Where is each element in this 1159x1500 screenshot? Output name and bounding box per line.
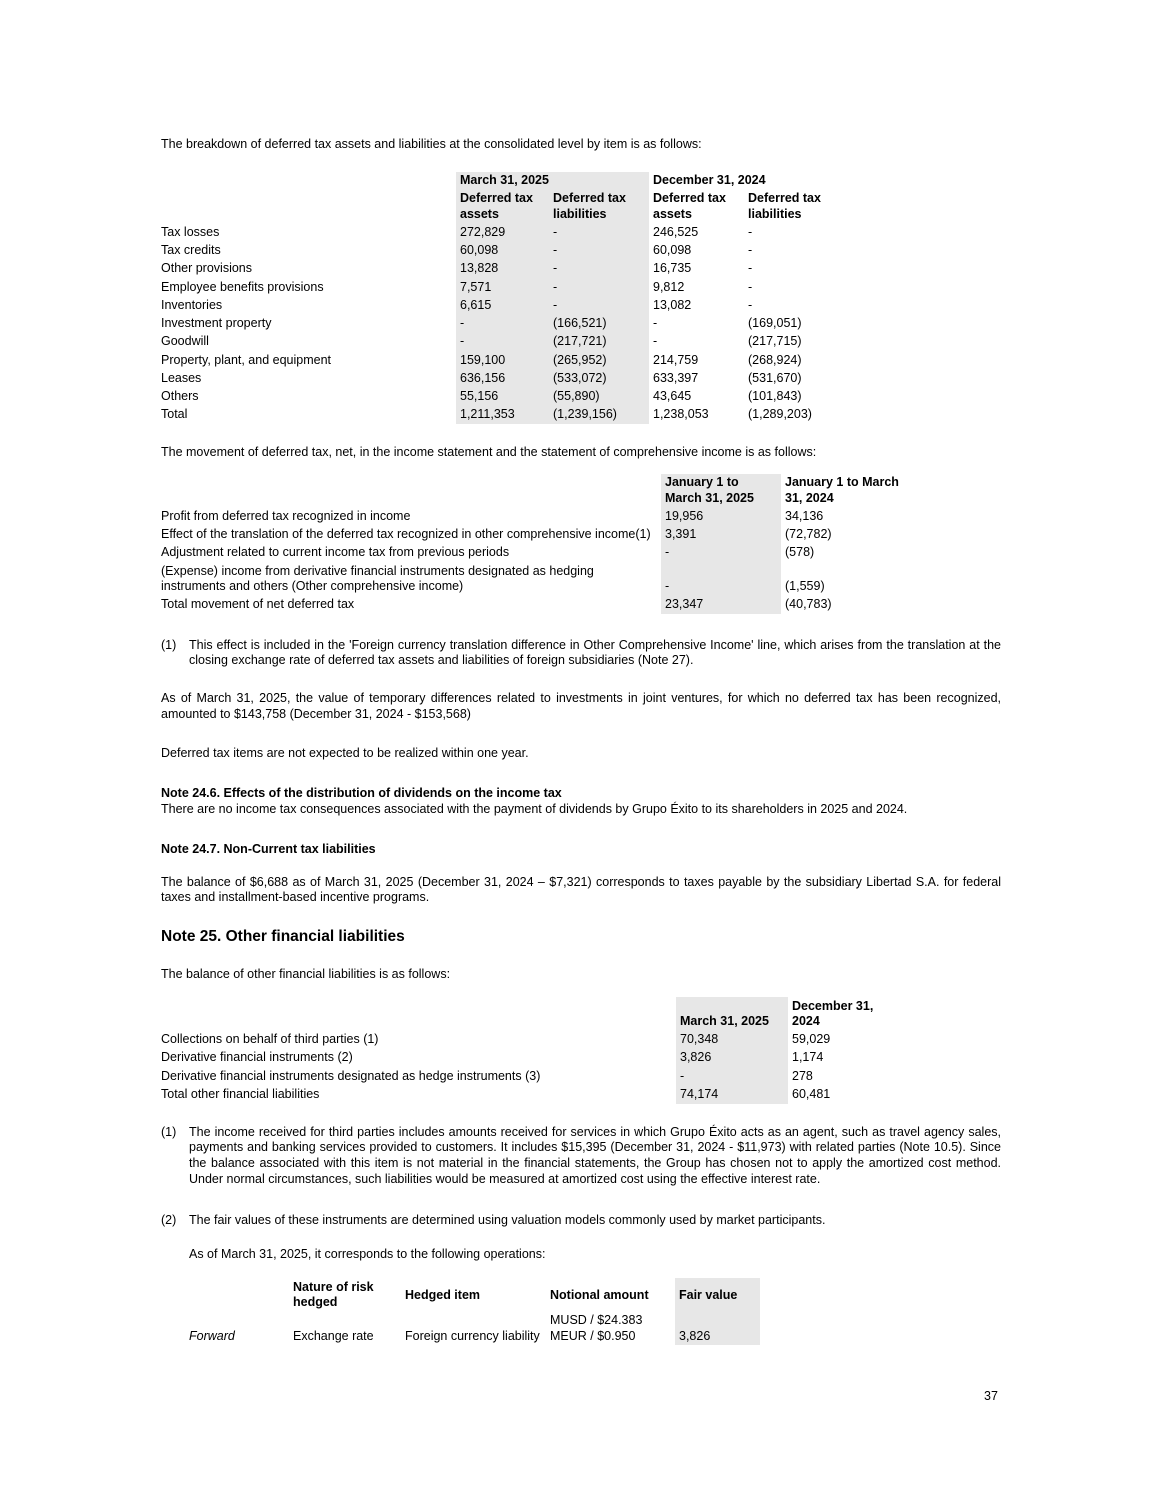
value-cell: (533,072) [549,369,649,387]
column-group-row [161,172,834,190]
column-header-row [189,1278,760,1312]
row-label: Inventories [161,297,223,312]
table-row [161,526,903,544]
value-cell: - [549,223,649,241]
table-row [161,1067,908,1085]
value-cell: - [748,243,753,258]
column-header-2025: January 1 to March 31, 2025 [661,474,781,508]
value-cell: 19,956 [661,507,781,525]
value-cell: - [748,279,753,294]
value-cell: 7,571 [456,278,549,296]
row-label: Total other financial liabilities [161,1086,320,1101]
table-row [161,351,834,369]
value-cell: (1,559) [785,578,825,593]
value-cell: (101,843) [748,389,802,404]
operations-paragraph: As of March 31, 2025, it corresponds to the following operations: [189,1246,546,1261]
value-cell: 159,100 [456,351,549,369]
column-header-2024: December 31, 2024 [792,998,874,1028]
note-25-heading: Note 25. Other financial liabilities [161,928,405,945]
value-cell: - [748,224,753,239]
value-cell: (166,521) [549,315,649,333]
value-cell: (1,289,203) [748,407,812,422]
column-header-assets-2025: Deferred tax assets [456,190,549,224]
note-24-6-paragraph: There are no income tax consequences associated with the payment of dividends by Grupo Éxito to its shareholders in 2025 and 2024. [161,801,908,816]
value-cell: (217,721) [549,333,649,351]
footnote-marker: (2) [161,1213,177,1228]
note-24-7-paragraph: The balance of $6,688 as of March 31, 2025 (December 31, 2024 – $7,321) corresponds to taxes payable by the subsidiary Libertad S.A. for federal taxes and installment-based incentive programs. [161,874,1001,905]
notional-amount-line2: MEUR / $0.950 [550,1328,636,1343]
value-cell: 34,136 [785,508,824,523]
joint-ventures-paragraph: As of March 31, 2025, the value of temporary differences related to investments in joint ventures, for which no deferred tax has been recognized, amounted to $143,758 (December 31, 2024 - $153,568) [161,691,1001,721]
value-cell: - [456,333,549,351]
footnote-third-parties [161,1125,1001,1188]
value-cell: 1,211,353 [456,406,549,424]
notional-amount-line1: MUSD / $24.383 [550,1313,643,1328]
row-label: Tax credits [161,243,221,258]
value-cell: 1,238,053 [653,407,709,422]
value-cell: 60,481 [792,1086,831,1101]
row-label: Profit from deferred tax recognized in income [161,508,411,523]
value-cell: - [549,242,649,260]
column-header-notional-amount: Notional amount [550,1287,649,1302]
spacer-cell [661,1312,675,1346]
table-row [161,333,834,351]
row-label: Leases [161,370,202,385]
table-row [161,223,834,241]
value-cell: 278 [792,1068,813,1083]
table-row [161,260,834,278]
column-group-2025: March 31, 2025 [456,172,649,190]
column-header-assets-2024: Deferred tax assets [653,191,726,221]
movement-paragraph: The movement of deferred tax, net, in the income statement and the statement of comprehensive income is as follows: [161,445,817,460]
value-cell: 214,759 [653,352,699,367]
empty-cell [161,997,676,1031]
table-row [161,507,903,525]
value-cell: - [676,1067,788,1085]
value-cell: 74,174 [676,1085,788,1103]
value-cell: (169,051) [748,316,802,331]
empty-cell [189,1278,289,1312]
column-header-liabilities-2024: Deferred tax liabilities [748,191,821,221]
deferred-tax-movement-table [161,474,903,614]
table-row [161,1031,908,1049]
value-cell: (55,890) [549,388,649,406]
table-row [161,278,834,296]
row-label: Derivative financial instruments designated as hedge instruments (3) [161,1068,541,1083]
note-24-6-heading: Note 24.6. Effects of the distribution of dividends on the income tax [161,785,562,800]
empty-cell [161,190,456,224]
row-label: Effect of the translation of the deferred tax recognized in other comprehensive income(1) [161,527,651,541]
row-label: Derivative financial instruments (2) [161,1050,353,1065]
note-25-paragraph: The balance of other financial liabilities is as follows: [161,966,451,981]
value-cell: - [456,315,549,333]
value-cell: - [748,297,753,312]
value-cell: 70,348 [676,1031,788,1049]
value-cell: - [653,316,658,331]
value-cell: - [661,562,781,596]
column-header-row [161,190,834,224]
value-cell: 636,156 [456,369,549,387]
value-cell: 16,735 [653,261,692,276]
other-financial-liabilities-table [161,997,908,1104]
column-header-row [161,474,903,508]
footnote-text: This effect is included in the 'Foreign currency translation difference in Other Comprehensive Income' line, which arises from the translation at the closing exchange rate of deferred tax assets and liabilities of foreign subsidiaries (Note 27). [189,637,1001,668]
value-cell: (217,715) [748,334,802,349]
intro-paragraph: The breakdown of deferred tax assets and liabilities at the consolidated level by item is as follows: [161,137,702,151]
value-cell: 9,812 [653,279,685,294]
footnote-fair-values [161,1213,1001,1229]
value-cell: 60,098 [653,243,692,258]
row-label: Tax losses [161,224,220,239]
footnote-text: The fair values of these instruments are determined using valuation models commonly used by market participants. [189,1213,826,1228]
row-label: Goodwill [161,334,209,349]
total-row [161,406,834,424]
value-cell: 43,645 [653,389,692,404]
value-cell: 633,397 [653,370,699,385]
table-row [161,242,834,260]
row-label: Total movement of net deferred tax [161,597,355,611]
total-row [161,596,903,614]
value-cell: 3,826 [676,1049,788,1067]
value-cell: (265,952) [549,351,649,369]
table-row [189,1312,760,1346]
value-cell: 272,829 [456,223,549,241]
row-label: Forward [189,1328,235,1343]
value-cell: 59,029 [792,1032,831,1047]
value-cell: (268,924) [748,352,802,367]
spacer-cell [661,1278,675,1312]
value-cell: - [549,296,649,314]
value-cell: 60,098 [456,242,549,260]
table-row [161,296,834,314]
value-cell: 23,347 [661,596,781,614]
empty-cell [161,172,456,190]
table-row [161,388,834,406]
row-label: Property, plant, and equipment [161,352,332,367]
nature-of-risk-cell: Exchange rate [293,1328,374,1343]
value-cell: 6,615 [456,296,549,314]
column-header-row [161,997,908,1031]
footnote-marker: (1) [161,1124,177,1139]
value-cell: (72,782) [785,527,832,541]
realization-paragraph: Deferred tax items are not expected to be realized within one year. [161,746,529,761]
notional-amount-cell [546,1312,661,1346]
value-cell: 1,174 [792,1050,824,1065]
row-label: Employee benefits provisions [161,279,324,294]
value-cell: - [748,261,753,276]
value-cell: - [549,260,649,278]
row-label: Others [161,389,199,404]
hedging-operations-table [189,1278,760,1345]
table-row [161,1049,908,1067]
total-row [161,1085,908,1103]
value-cell: (578) [785,545,815,560]
footnote-translation [161,638,1001,669]
value-cell: - [653,334,658,349]
value-cell: 246,525 [653,224,699,239]
fair-value-cell: 3,826 [675,1312,760,1346]
row-label: Collections on behalf of third parties (1) [161,1032,379,1047]
column-header-2024: January 1 to March 31, 2024 [785,475,899,505]
table-row [161,562,903,596]
row-label: Investment property [161,316,272,331]
row-label: Adjustment related to current income tax from previous periods [161,545,510,560]
column-header-2025: March 31, 2025 [676,997,788,1031]
value-cell: 3,391 [661,526,781,544]
empty-cell [161,474,661,508]
table-row [161,544,903,562]
column-header-nature-of-risk: Nature of risk hedged [293,1279,374,1310]
column-header-fair-value: Fair value [675,1278,760,1312]
value-cell: 55,156 [456,388,549,406]
value-cell: (1,239,156) [549,406,649,424]
row-label: Total [161,407,188,422]
note-24-7-heading: Note 24.7. Non-Current tax liabilities [161,842,376,857]
value-cell: (40,783) [785,597,832,611]
deferred-tax-breakdown-table [161,172,834,425]
table-row [161,369,834,387]
page-number: 37 [984,1389,998,1403]
footnote-text: The income received for third parties includes amounts received for services in which Grupo Éxito acts as an agent, such as travel agency sales, payments and banking services provided to customers. It includes $15,395 (December 31, 2024 - $11,973) with related parties (Note 10.5). Since the balance associated with this item is not material in the financial statements, the Group has chosen not to apply the amortized cost method. Under normal circumstances, such liabilities would be measured at amortized cost using the effective interest rate. [189,1124,1001,1186]
hedged-item-cell: Foreign currency liability [405,1328,540,1343]
value-cell: - [661,544,781,562]
value-cell: (531,670) [748,370,802,385]
column-group-2024: December 31, 2024 [653,173,766,188]
column-header-hedged-item: Hedged item [405,1287,481,1302]
value-cell: 13,082 [653,297,692,312]
table-row [161,315,834,333]
value-cell: - [549,278,649,296]
value-cell: 13,828 [456,260,549,278]
column-header-liabilities-2025: Deferred tax liabilities [549,190,649,224]
row-label: Other provisions [161,261,253,276]
footnote-marker: (1) [161,637,177,652]
row-label: (Expense) income from derivative financial instruments designated as hedging instruments and others (Other comprehensive income) [161,563,594,593]
